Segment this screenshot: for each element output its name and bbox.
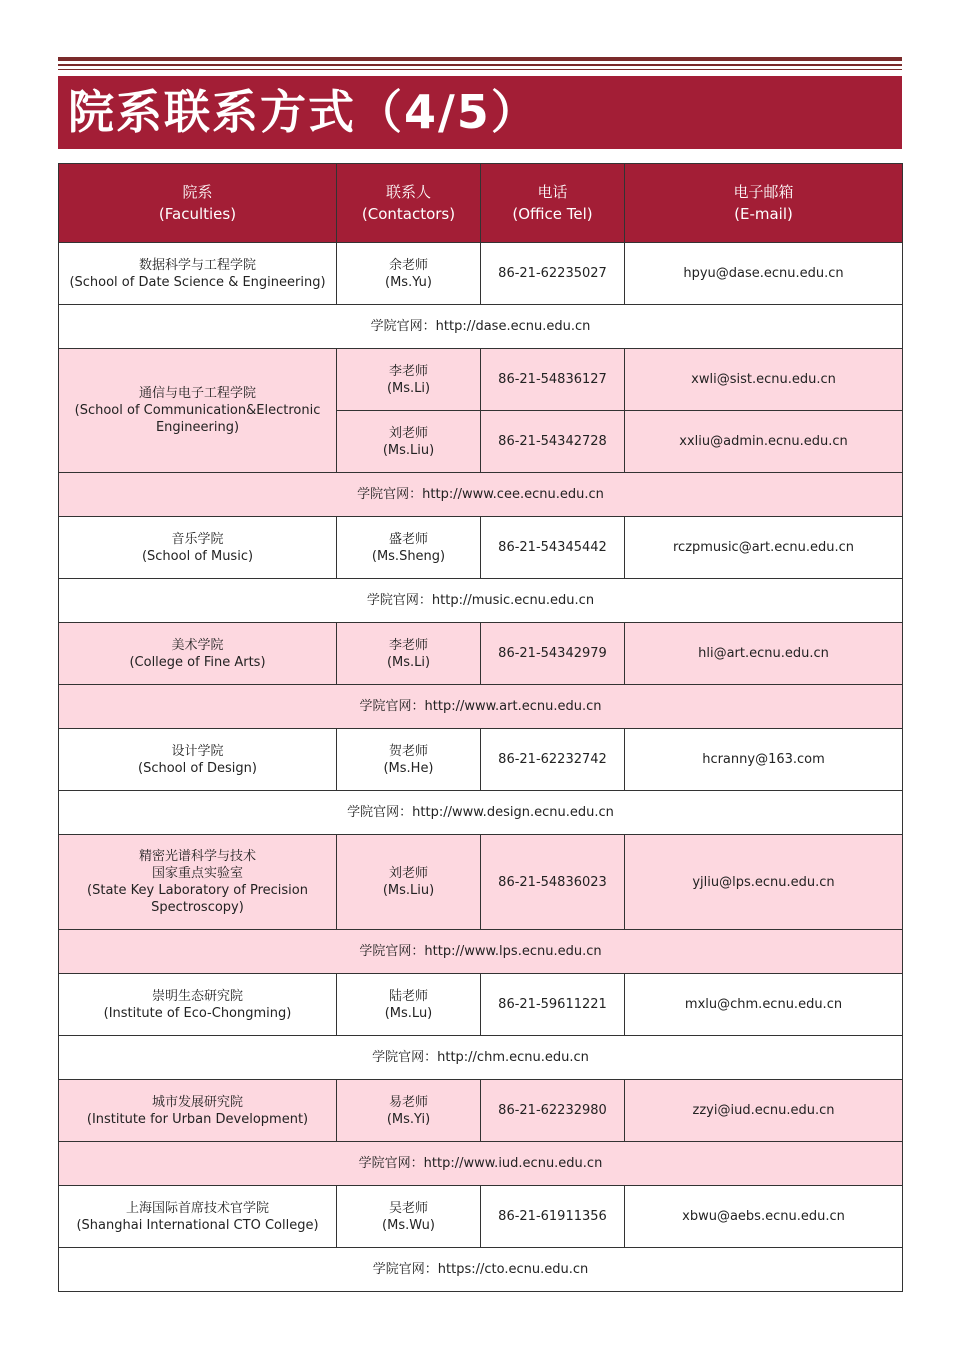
faculty-cell <box>59 1080 337 1142</box>
contact-cell <box>337 729 481 791</box>
website-row <box>59 791 903 835</box>
website-row <box>59 579 903 623</box>
contact-cell <box>337 974 481 1036</box>
faculty-name-en: (Shanghai International CTO College) <box>76 1217 319 1233</box>
email-link[interactable]: mxlu@chm.ecnu.edu.cn <box>625 974 903 1036</box>
table-header-row <box>59 164 903 243</box>
website-link[interactable]: 学院官网：http://www.cee.ecnu.edu.cn <box>59 473 903 517</box>
faculty-cell <box>59 517 337 579</box>
table-row <box>59 243 903 305</box>
faculty-cell <box>59 349 337 473</box>
website-link[interactable]: 学院官网：http://music.ecnu.edu.cn <box>59 579 903 623</box>
table-row <box>59 623 903 685</box>
faculty-name: 设计学院 <box>171 743 224 759</box>
contact-cell <box>337 835 481 930</box>
faculty-name-en: (Institute of Eco-Chongming) <box>103 1005 292 1021</box>
contact-cell <box>337 1080 481 1142</box>
contact-cell <box>337 411 481 473</box>
table-row <box>59 1080 903 1142</box>
contact-name: 陆老师 <box>388 988 428 1004</box>
contact-name-en: (Ms.Li) <box>386 654 431 670</box>
website-link[interactable]: 学院官网：http://www.lps.ecnu.edu.cn <box>59 930 903 974</box>
website-link[interactable]: 学院官网：http://chm.ecnu.edu.cn <box>59 1036 903 1080</box>
website-row <box>59 685 903 729</box>
website-link[interactable]: 学院官网：http://www.design.ecnu.edu.cn <box>59 791 903 835</box>
contact-name-en: (Ms.Lu) <box>384 1005 433 1021</box>
top-rule-mid <box>58 64 902 66</box>
contact-name-en: (Ms.Liu) <box>382 442 435 458</box>
tel-cell: 86-21-54836127 <box>481 349 625 411</box>
faculty-name: 崇明生态研究院 <box>151 988 243 1004</box>
faculty-cell <box>59 1186 337 1248</box>
email-link[interactable]: rczpmusic@art.ecnu.edu.cn <box>625 517 903 579</box>
website-row <box>59 473 903 517</box>
contact-name-en: (Ms.Sheng) <box>371 548 446 564</box>
email-link[interactable]: zzyi@iud.ecnu.edu.cn <box>625 1080 903 1142</box>
faculty-cell <box>59 835 337 930</box>
table-row <box>59 349 903 411</box>
tel-cell: 86-21-62232980 <box>481 1080 625 1142</box>
website-row <box>59 1248 903 1292</box>
table-row <box>59 729 903 791</box>
contact-name: 贺老师 <box>388 743 428 759</box>
email-link[interactable]: xbwu@aebs.ecnu.edu.cn <box>625 1186 903 1248</box>
faculty-cell <box>59 623 337 685</box>
tel-cell: 86-21-54342979 <box>481 623 625 685</box>
header-contactors: 联系人 (Contactors) <box>337 164 481 243</box>
header-office-tel: 电话 (Office Tel) <box>481 164 625 243</box>
faculty-name-en: (College of Fine Arts) <box>129 654 266 670</box>
contact-cell <box>337 243 481 305</box>
contact-name-en: (Ms.Wu) <box>382 1217 435 1233</box>
email-link[interactable]: yjliu@lps.ecnu.edu.cn <box>625 835 903 930</box>
faculty-name-en: (School of Date Science & Engineering) <box>69 274 326 290</box>
contact-name: 刘老师 <box>388 866 428 881</box>
tel-cell: 86-21-59611221 <box>481 974 625 1036</box>
faculty-name: 通信与电子工程学院 <box>138 386 256 401</box>
faculty-name: 音乐学院 <box>171 531 224 547</box>
contact-cell <box>337 349 481 411</box>
header-faculties: 院系 (Faculties) <box>59 164 337 243</box>
tel-cell: 86-21-62232742 <box>481 729 625 791</box>
website-row <box>59 305 903 349</box>
tel-cell: 86-21-61911356 <box>481 1186 625 1248</box>
top-rule-thick <box>58 57 902 61</box>
table-row <box>59 517 903 579</box>
faculty-name-en: (School of Communication&Electronic Engineering) <box>74 403 321 435</box>
faculty-name-en: (State Key Laboratory of Precision Spectroscopy) <box>87 883 308 915</box>
faculty-cell <box>59 243 337 305</box>
email-link[interactable]: hpyu@dase.ecnu.edu.cn <box>625 243 903 305</box>
contact-name: 李老师 <box>388 637 428 653</box>
faculty-cell <box>59 729 337 791</box>
faculty-name: 美术学院 <box>171 637 224 653</box>
faculty-name-en: (School of Design) <box>138 760 257 776</box>
faculty-name: 数据科学与工程学院 <box>138 257 256 273</box>
contact-table <box>58 163 903 1292</box>
website-link[interactable]: 学院官网：http://www.iud.ecnu.edu.cn <box>59 1142 903 1186</box>
table-row <box>59 1186 903 1248</box>
website-row <box>59 1036 903 1080</box>
table-row <box>59 974 903 1036</box>
website-row <box>59 1142 903 1186</box>
tel-cell: 86-21-54836023 <box>481 835 625 930</box>
contact-name: 刘老师 <box>388 425 428 441</box>
contact-name: 李老师 <box>388 363 428 379</box>
tel-cell: 86-21-54342728 <box>481 411 625 473</box>
contact-name: 余老师 <box>388 257 428 273</box>
faculty-name: 国家重点实验室 <box>151 866 243 881</box>
contact-cell <box>337 623 481 685</box>
contact-name-en: (Ms.Yi) <box>386 1111 431 1127</box>
faculty-name: 城市发展研究院 <box>151 1094 243 1110</box>
email-link[interactable]: xwli@sist.ecnu.edu.cn <box>625 349 903 411</box>
email-link[interactable]: xxliu@admin.ecnu.edu.cn <box>625 411 903 473</box>
contact-name-en: (Ms.Yu) <box>385 274 432 290</box>
website-row <box>59 930 903 974</box>
website-link[interactable]: 学院官网：http://www.art.ecnu.edu.cn <box>59 685 903 729</box>
contact-name-en: (Ms.He) <box>383 760 434 776</box>
email-link[interactable]: hli@art.ecnu.edu.cn <box>625 623 903 685</box>
website-link[interactable]: 学院官网：http://dase.ecnu.edu.cn <box>59 305 903 349</box>
faculty-cell <box>59 974 337 1036</box>
contact-cell <box>337 517 481 579</box>
contact-name: 易老师 <box>388 1094 428 1110</box>
website-link[interactable]: 学院官网：https://cto.ecnu.edu.cn <box>59 1248 903 1292</box>
contact-name: 盛老师 <box>388 531 428 547</box>
tel-cell: 86-21-62235027 <box>481 243 625 305</box>
faculty-name: 精密光谱科学与技术 <box>138 849 256 864</box>
faculty-name-en: (Institute for Urban Development) <box>86 1111 309 1127</box>
contact-name-en: (Ms.Liu) <box>382 883 435 898</box>
tel-cell: 86-21-54345442 <box>481 517 625 579</box>
page-title: 院系联系方式（4/5） <box>58 76 902 149</box>
faculty-name: 上海国际首席技术官学院 <box>125 1200 269 1216</box>
contact-name-en: (Ms.Li) <box>386 380 431 396</box>
table-row <box>59 835 903 930</box>
top-rule-thin <box>58 69 902 70</box>
faculty-name-en: (School of Music) <box>141 548 254 564</box>
header-email: 电子邮箱 (E-mail) <box>625 164 903 243</box>
contact-cell <box>337 1186 481 1248</box>
contact-name: 吴老师 <box>388 1200 428 1216</box>
email-link[interactable]: hcranny@163.com <box>625 729 903 791</box>
